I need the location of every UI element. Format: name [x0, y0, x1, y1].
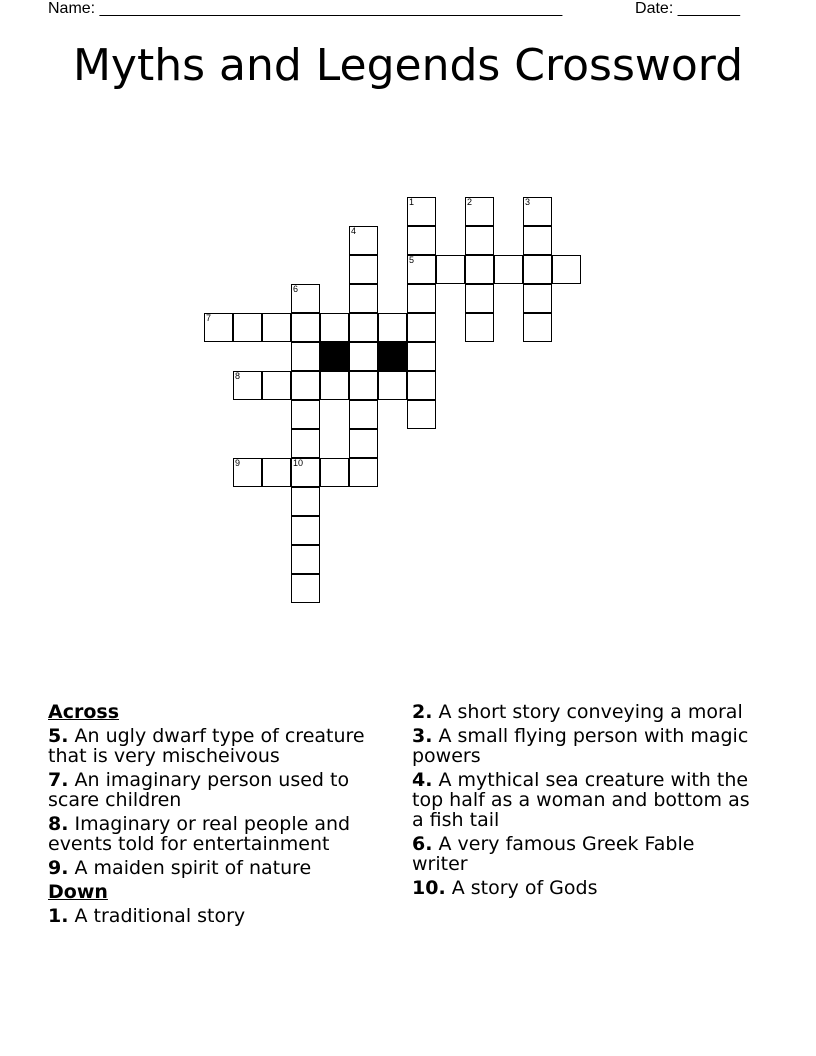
clue-across-8	[48, 814, 398, 854]
cell-number: 4	[351, 226, 357, 236]
cell-number: 2	[467, 197, 473, 207]
grid-cell[interactable]	[349, 284, 378, 313]
grid-cell[interactable]	[407, 197, 436, 226]
clue-text: Imaginary or real people and events told for entertainment	[48, 813, 351, 855]
grid-cell[interactable]	[291, 342, 320, 371]
grid-cell[interactable]	[291, 574, 320, 603]
page-title: Myths and Legends Crossword	[72, 40, 744, 91]
grid-cell[interactable]	[349, 226, 378, 255]
grid-cell[interactable]	[291, 400, 320, 429]
across-heading: Across	[48, 701, 120, 723]
grid-cell[interactable]	[349, 429, 378, 458]
date-field[interactable]: Date: _______	[635, 0, 740, 17]
clue-text: A mythical sea creature with the top half as a woman and bottom as a fish tail	[412, 769, 750, 831]
cell-number: 1	[409, 197, 415, 207]
grid-cell[interactable]	[465, 226, 494, 255]
clue-across-9	[48, 858, 398, 878]
grid-cell[interactable]	[523, 284, 552, 313]
grid-cell[interactable]	[291, 545, 320, 574]
clue-text: An imaginary person used to scare children	[48, 769, 350, 811]
grid-cell[interactable]	[465, 284, 494, 313]
grid-cell[interactable]	[204, 313, 233, 342]
cell-number: 3	[525, 197, 531, 207]
clue-number: 10.	[412, 877, 446, 899]
cell-number: 5	[409, 255, 415, 265]
grid-cell[interactable]	[291, 284, 320, 313]
grid-cell[interactable]	[233, 458, 262, 487]
cell-number: 9	[235, 458, 241, 468]
grid-cell[interactable]	[523, 313, 552, 342]
grid-cell[interactable]	[349, 458, 378, 487]
clue-down-10	[412, 878, 752, 898]
grid-cell[interactable]	[349, 400, 378, 429]
grid-cell[interactable]	[494, 255, 523, 284]
clue-number: 8.	[48, 813, 69, 835]
clue-down-3	[412, 726, 752, 766]
grid-cell[interactable]	[349, 313, 378, 342]
grid-cell[interactable]	[320, 371, 349, 400]
cell-number: 10	[293, 458, 304, 468]
grid-cell[interactable]	[407, 226, 436, 255]
grid-cell[interactable]	[407, 400, 436, 429]
clue-text: A short story conveying a moral	[438, 701, 743, 723]
grid-cell[interactable]	[465, 313, 494, 342]
grid-cell[interactable]	[378, 313, 407, 342]
grid-cell[interactable]	[407, 313, 436, 342]
grid-cell[interactable]	[291, 429, 320, 458]
grid-cell[interactable]	[523, 226, 552, 255]
clue-number: 4.	[412, 769, 433, 791]
grid-cell[interactable]	[349, 371, 378, 400]
clue-text: A maiden spirit of nature	[74, 857, 312, 879]
grid-cell[interactable]	[349, 342, 378, 371]
clue-across-7	[48, 770, 398, 810]
grid-cell[interactable]	[552, 255, 581, 284]
cell-number: 7	[206, 313, 212, 323]
grid-cell[interactable]	[291, 458, 320, 487]
grid-cell[interactable]	[262, 313, 291, 342]
clue-number: 5.	[48, 725, 69, 747]
grid-cell[interactable]	[233, 371, 262, 400]
clue-number: 2.	[412, 701, 433, 723]
clue-down-2	[412, 702, 752, 722]
cell-number: 8	[235, 371, 241, 381]
clue-across-5	[48, 726, 398, 766]
clue-number: 1.	[48, 905, 69, 927]
clue-number: 6.	[412, 833, 433, 855]
grid-cell[interactable]	[349, 255, 378, 284]
clue-down-1	[48, 906, 398, 926]
clues-column-right	[412, 702, 752, 902]
clue-number: 7.	[48, 769, 69, 791]
grid-cell[interactable]	[262, 458, 291, 487]
clue-number: 9.	[48, 857, 69, 879]
name-field[interactable]: Name: ____________________________________________________	[48, 0, 563, 17]
grid-cell[interactable]	[523, 255, 552, 284]
grid-cell[interactable]	[465, 197, 494, 226]
grid-cell[interactable]	[407, 371, 436, 400]
clue-down-6	[412, 834, 752, 874]
grid-cell[interactable]	[291, 313, 320, 342]
clue-down-4	[412, 770, 752, 830]
grid-cell[interactable]	[407, 255, 436, 284]
clue-text: A story of Gods	[451, 877, 598, 899]
grid-cell[interactable]	[523, 197, 552, 226]
grid-cell[interactable]	[436, 255, 465, 284]
clue-number: 3.	[412, 725, 433, 747]
grid-cell[interactable]	[291, 487, 320, 516]
grid-cell[interactable]	[407, 342, 436, 371]
grid-cell[interactable]	[320, 458, 349, 487]
grid-cell[interactable]	[465, 255, 494, 284]
grid-cell[interactable]	[378, 371, 407, 400]
grid-cell[interactable]	[291, 516, 320, 545]
grid-block	[320, 342, 349, 371]
cell-number: 6	[293, 284, 299, 294]
clue-text: An ugly dwarf type of creature that is very mischeivous	[48, 725, 365, 767]
clues-column-left	[48, 702, 398, 930]
grid-block	[378, 342, 407, 371]
clue-text: A small flying person with magic powers	[412, 725, 749, 767]
clue-text: A traditional story	[74, 905, 246, 927]
grid-cell[interactable]	[233, 313, 262, 342]
clue-text: A very famous Greek Fable writer	[412, 833, 695, 875]
grid-cell[interactable]	[291, 371, 320, 400]
grid-cell[interactable]	[320, 313, 349, 342]
grid-cell[interactable]	[262, 371, 291, 400]
down-heading: Down	[48, 881, 108, 903]
grid-cell[interactable]	[407, 284, 436, 313]
